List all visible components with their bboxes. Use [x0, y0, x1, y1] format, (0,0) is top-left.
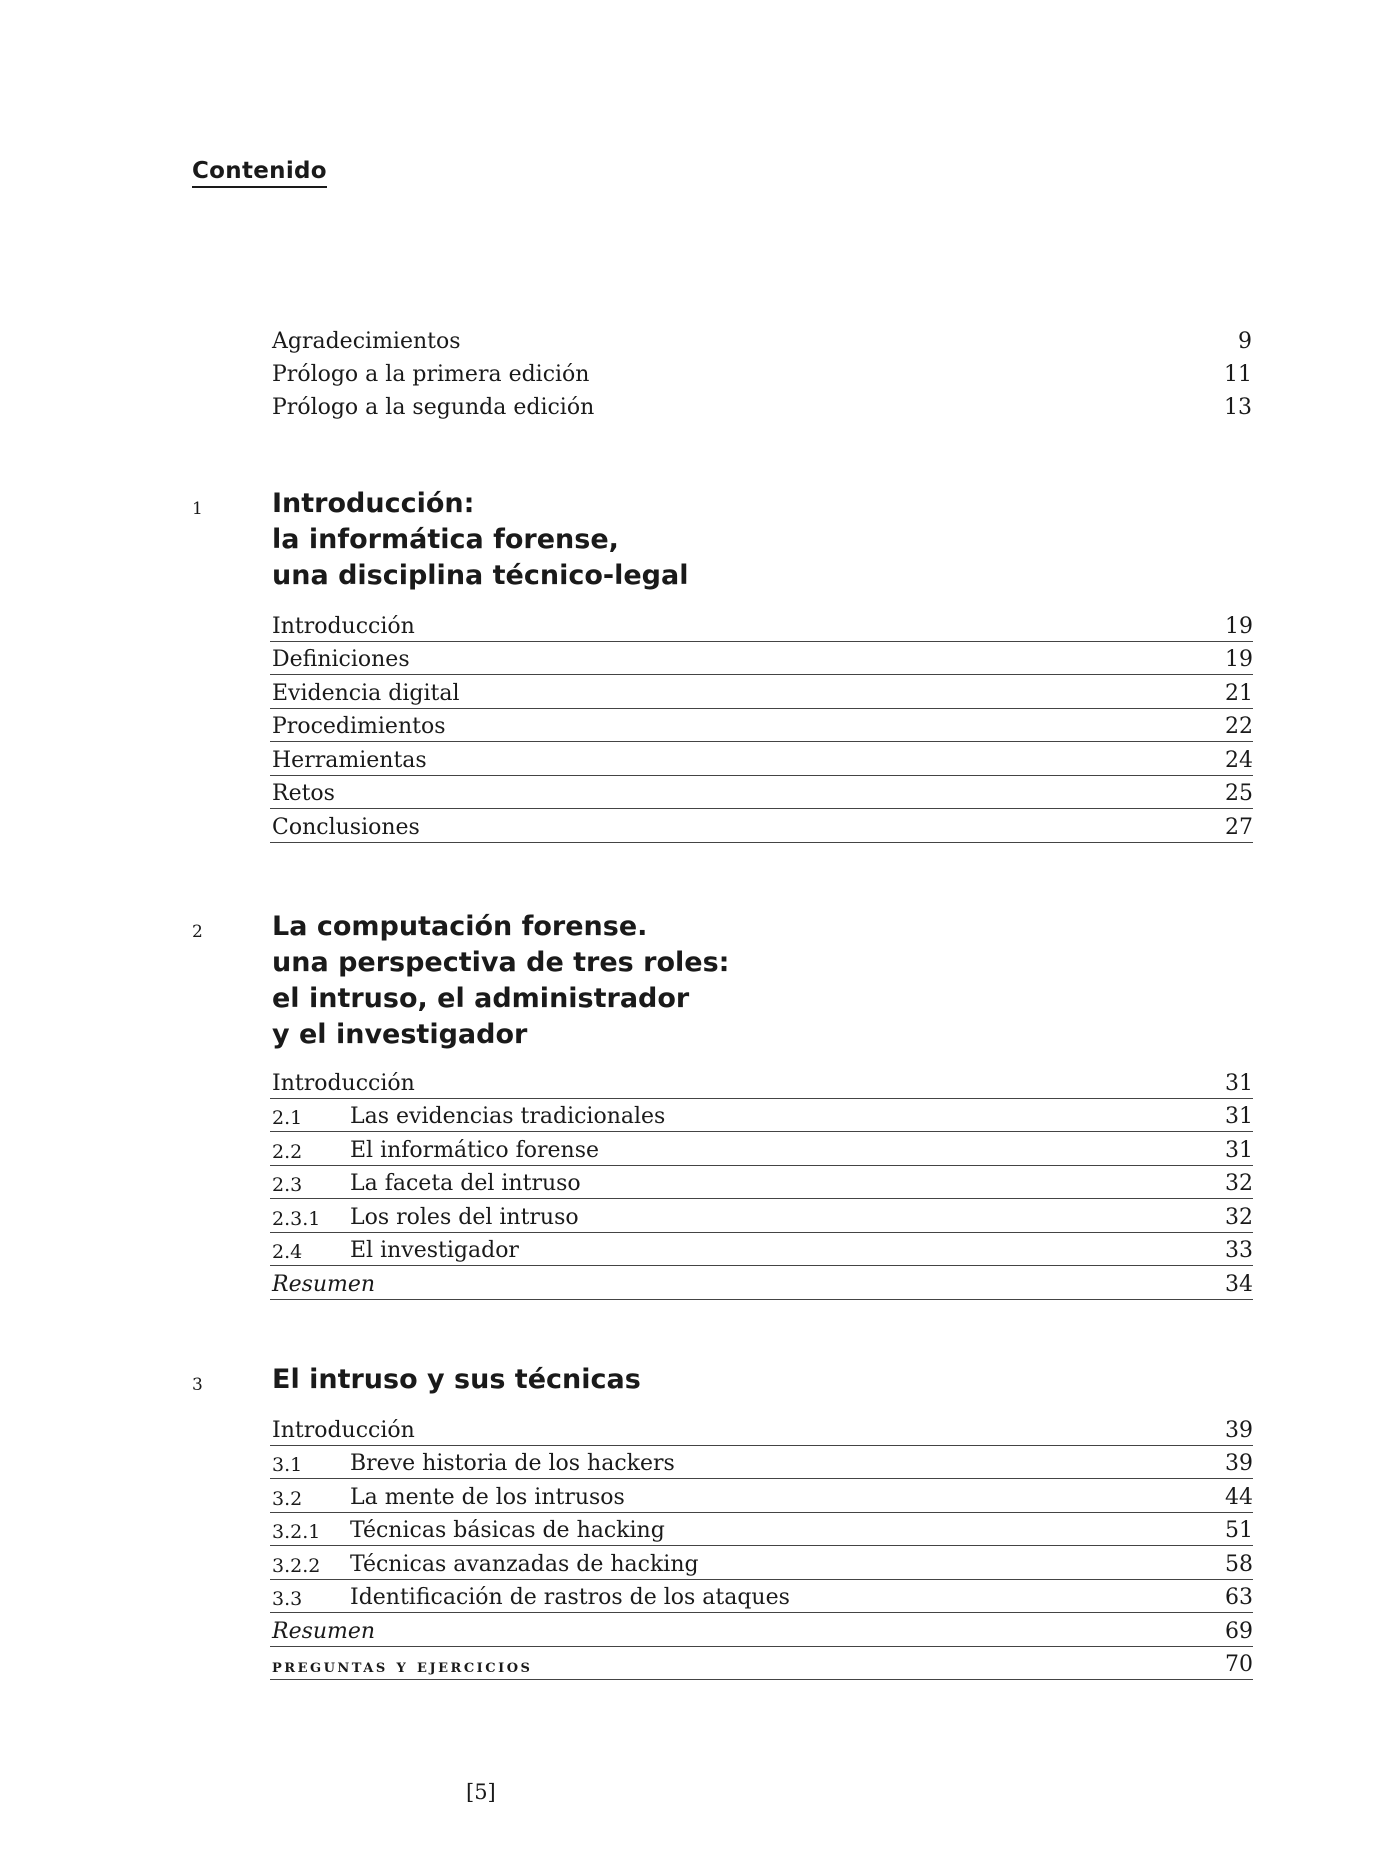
- toc-entry[interactable]: [270, 1132, 1253, 1166]
- page-title: Contenido: [192, 158, 327, 188]
- toc-entry-number: 2.1: [272, 1107, 303, 1129]
- toc-entry-title: Identificación de rastros de los ataques: [350, 1585, 790, 1610]
- toc-entry-title: Introducción: [272, 1417, 415, 1443]
- chapter-title: El intruso y sus técnicas: [272, 1364, 641, 1395]
- toc-entry[interactable]: [270, 1613, 1253, 1647]
- toc-entry-page: 44: [1225, 1484, 1253, 1510]
- toc-entry-title: Conclusiones: [272, 814, 420, 840]
- toc-entry-title: Procedimientos: [272, 714, 446, 739]
- toc-entry-page: 24: [1225, 747, 1253, 773]
- toc-entry[interactable]: [270, 608, 1253, 642]
- chapter-title: Introducción: la informática forense, una disciplina técnico-legal: [272, 488, 689, 591]
- toc-front-entry[interactable]: [272, 395, 1252, 420]
- page-number: [5]: [466, 1780, 496, 1804]
- toc-entry-title: Técnicas básicas de hacking: [350, 1518, 665, 1543]
- toc-entry-number: 3.1: [272, 1454, 303, 1476]
- toc-entry-title: Prólogo a la primera edición: [272, 362, 590, 387]
- toc-entry[interactable]: [270, 1065, 1253, 1099]
- toc-entry-page: 9: [1238, 329, 1252, 354]
- toc-entry[interactable]: [270, 1199, 1253, 1233]
- toc-entry[interactable]: [270, 1479, 1253, 1513]
- chapter-number: 3: [192, 1375, 203, 1395]
- toc-entry-title: Resumen: [272, 1271, 376, 1297]
- toc-entry-page: 39: [1225, 1417, 1253, 1443]
- toc-entry-page: 21: [1225, 680, 1253, 706]
- chapter-toc: [270, 608, 1253, 843]
- toc-front-entry[interactable]: [272, 362, 1252, 387]
- toc-entry[interactable]: [270, 809, 1253, 843]
- toc-front-entry[interactable]: [272, 329, 1252, 354]
- toc-entry-page: 69: [1225, 1618, 1253, 1644]
- chapter-toc: [270, 1065, 1253, 1300]
- toc-entry-number: 3.2.2: [272, 1554, 321, 1577]
- toc-entry-title: El informático forense: [350, 1137, 600, 1163]
- toc-entry[interactable]: [270, 742, 1253, 776]
- toc-entry-title: Prólogo a la segunda edición: [272, 395, 595, 420]
- toc-entry-title: Retos: [272, 781, 335, 806]
- toc-entry[interactable]: [270, 776, 1253, 810]
- toc-entry[interactable]: [270, 709, 1253, 743]
- toc-entry[interactable]: [270, 1647, 1253, 1681]
- toc-entry-number: 2.3: [272, 1174, 303, 1196]
- toc-entry-number: 2.4: [272, 1241, 303, 1263]
- toc-entry-number: 3.3: [272, 1588, 303, 1610]
- chapter-number: 2: [192, 922, 203, 942]
- toc-entry-page: 51: [1225, 1518, 1253, 1543]
- toc-entry-page: 32: [1225, 1204, 1253, 1230]
- toc-entry-title: Los roles del intruso: [350, 1204, 579, 1230]
- toc-entry-page: 11: [1224, 362, 1252, 387]
- toc-entry-title: Introducción: [272, 613, 415, 639]
- toc-entry-title: Breve historia de los hackers: [350, 1451, 675, 1476]
- toc-entry-page: 39: [1225, 1451, 1253, 1476]
- toc-entry-page: 34: [1225, 1271, 1253, 1297]
- toc-entry-title: La mente de los intrusos: [350, 1484, 625, 1510]
- toc-entry-title: Resumen: [272, 1618, 376, 1644]
- toc-entry-page: 31: [1225, 1104, 1253, 1129]
- chapter-title: La computación forense. una perspectiva de tres roles: el intruso, el administrador y el investigador: [272, 911, 730, 1050]
- toc-entry-page: 33: [1225, 1238, 1253, 1263]
- chapter-toc: [270, 1412, 1253, 1680]
- toc-entry-page: 22: [1225, 714, 1253, 739]
- toc-entry-page: 19: [1225, 613, 1253, 639]
- toc-entry[interactable]: [270, 1099, 1253, 1133]
- toc-entry-number: 2.2: [272, 1140, 303, 1163]
- toc-entry[interactable]: [270, 1233, 1253, 1267]
- toc-entry-page: 27: [1225, 814, 1253, 840]
- toc-entry-title: La faceta del intruso: [350, 1171, 581, 1196]
- toc-entry-title: Definiciones: [272, 647, 410, 672]
- toc-entry-page: 31: [1225, 1070, 1253, 1096]
- toc-entry-title: preguntas y ejercicios: [272, 1656, 533, 1677]
- toc-entry-title: Agradecimientos: [272, 329, 461, 354]
- toc-entry-title: Introducción: [272, 1070, 415, 1096]
- toc-entry-title: Técnicas avanzadas de hacking: [350, 1551, 699, 1577]
- toc-entry-page: 25: [1225, 781, 1253, 806]
- chapter-number: 1: [192, 499, 203, 519]
- toc-entry-title: El investigador: [350, 1238, 519, 1263]
- toc-entry[interactable]: [270, 1513, 1253, 1547]
- toc-entry-title: Evidencia digital: [272, 680, 460, 706]
- toc-entry[interactable]: [270, 1266, 1253, 1300]
- toc-entry[interactable]: [270, 1446, 1253, 1480]
- toc-entry[interactable]: [270, 1546, 1253, 1580]
- toc-entry-page: 58: [1225, 1551, 1253, 1577]
- toc-entry-page: 13: [1224, 395, 1252, 420]
- toc-entry-page: 32: [1225, 1171, 1253, 1196]
- toc-entry-number: 3.2: [272, 1487, 303, 1510]
- toc-entry-page: 70: [1225, 1652, 1253, 1677]
- toc-entry-title: Herramientas: [272, 747, 427, 773]
- toc-entry[interactable]: [270, 642, 1253, 676]
- toc-entry-number: 3.2.1: [272, 1521, 321, 1543]
- toc-entry-page: 31: [1225, 1137, 1253, 1163]
- toc-entry-page: 63: [1225, 1585, 1253, 1610]
- toc-entry[interactable]: [270, 675, 1253, 709]
- toc-entry[interactable]: [270, 1412, 1253, 1446]
- toc-entry-page: 19: [1225, 647, 1253, 672]
- toc-entry-number: 2.3.1: [272, 1207, 321, 1230]
- toc-entry-title: Las evidencias tradicionales: [350, 1104, 666, 1129]
- toc-entry[interactable]: [270, 1580, 1253, 1614]
- toc-entry[interactable]: [270, 1166, 1253, 1200]
